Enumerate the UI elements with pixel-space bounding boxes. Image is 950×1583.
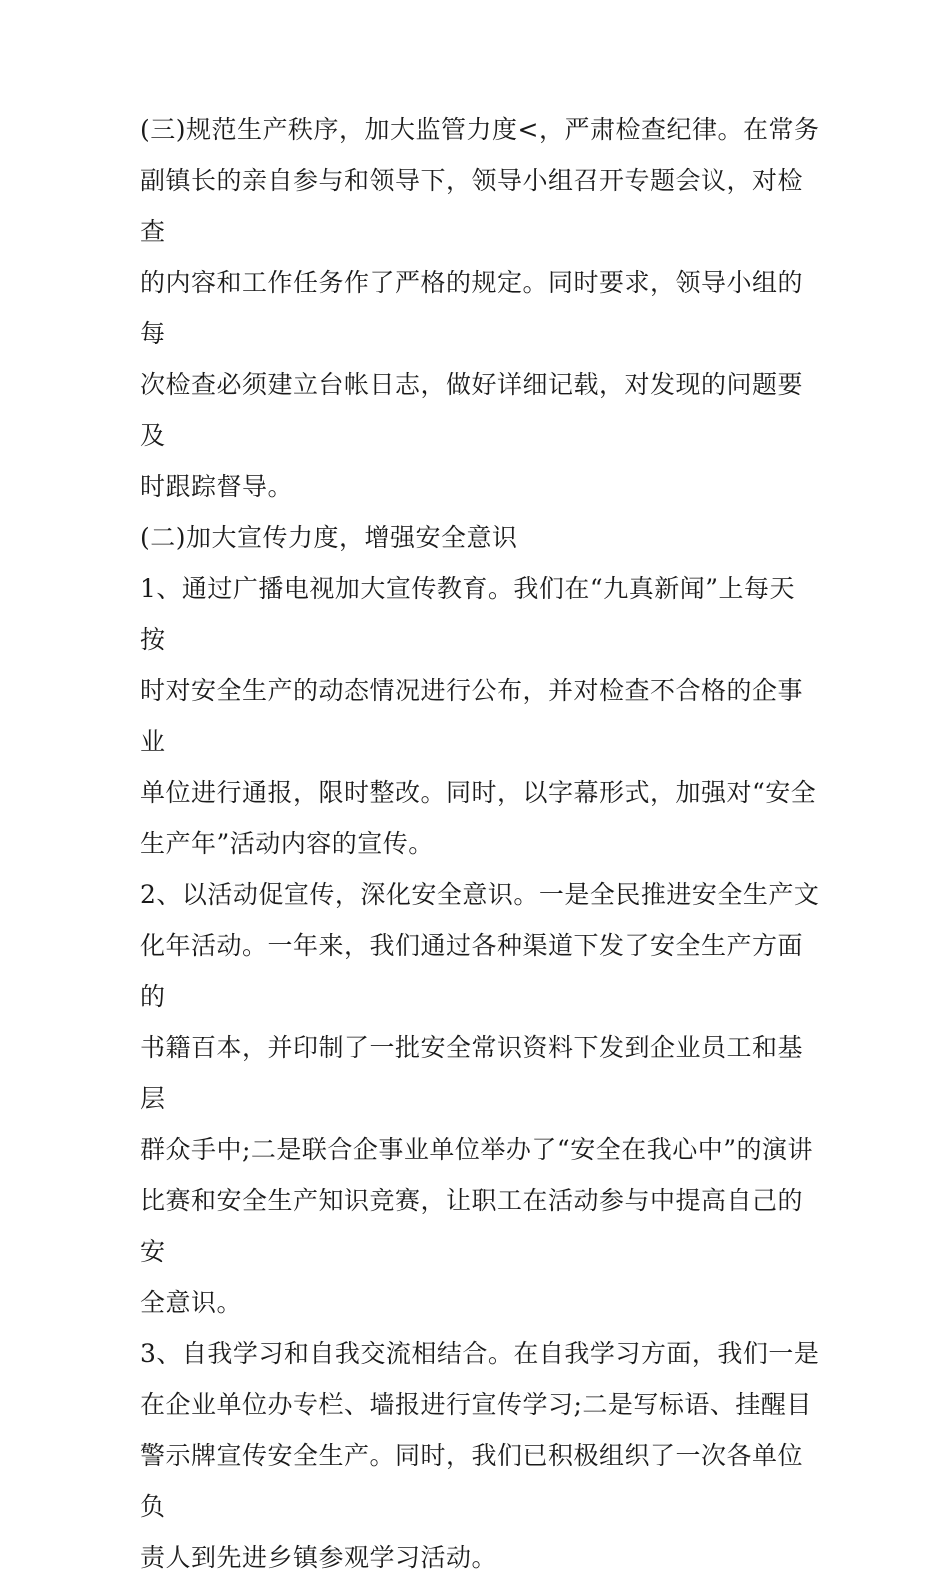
heading-section-two-publicity: (二)加大宣传力度，增强安全意识 <box>140 523 518 552</box>
paragraph-item-2-activities: 2、以活动促宣传，深化安全意识。一是全民推进安全生产文 化年活动。一年来，我们通过各种渠道下发了安全生产方面的 书籍百本，并印制了一批安全常识资料下发到企业员工和基层 群众手中;二是联合企事业单位举办了“安全在我心中”的演讲 比赛和安全生产知识竞赛，让职工在活动参与中提高自己的安 全意识。 <box>140 880 820 1317</box>
paragraph-section-three-production-order: (三)规范生产秩序，加大监管力度<，严肃检查纪律。在常务 副镇长的亲自参与和领导下，领导小组召开专题会议，对检查 的内容和工作任务作了严格的规定。同时要求，领导小组的每 次检查必须建立台帐日志，做好详细记载，对发现的问题要及 时跟踪督导。 <box>140 115 820 501</box>
paragraph-item-3-self-study: 3、自我学习和自我交流相结合。在自我学习方面，我们一是 在企业单位办专栏、墙报进行宣传学习;二是写标语、挂醒目 警示牌宣传安全生产。同时，我们已积极组织了一次各单位负 责人到先进乡镇参观学习活动。 <box>140 1339 820 1572</box>
paragraph-item-1-broadcast: 1、通过广播电视加大宣传教育。我们在“九真新闻”上每天按 时对安全生产的动态情况进行公布，并对检查不合格的企事业 单位进行通报，限时整改。同时，以字幕形式，加强对“安全 生产年”活动内容的宣传。 <box>140 574 817 858</box>
document-body <box>140 104 820 1583</box>
